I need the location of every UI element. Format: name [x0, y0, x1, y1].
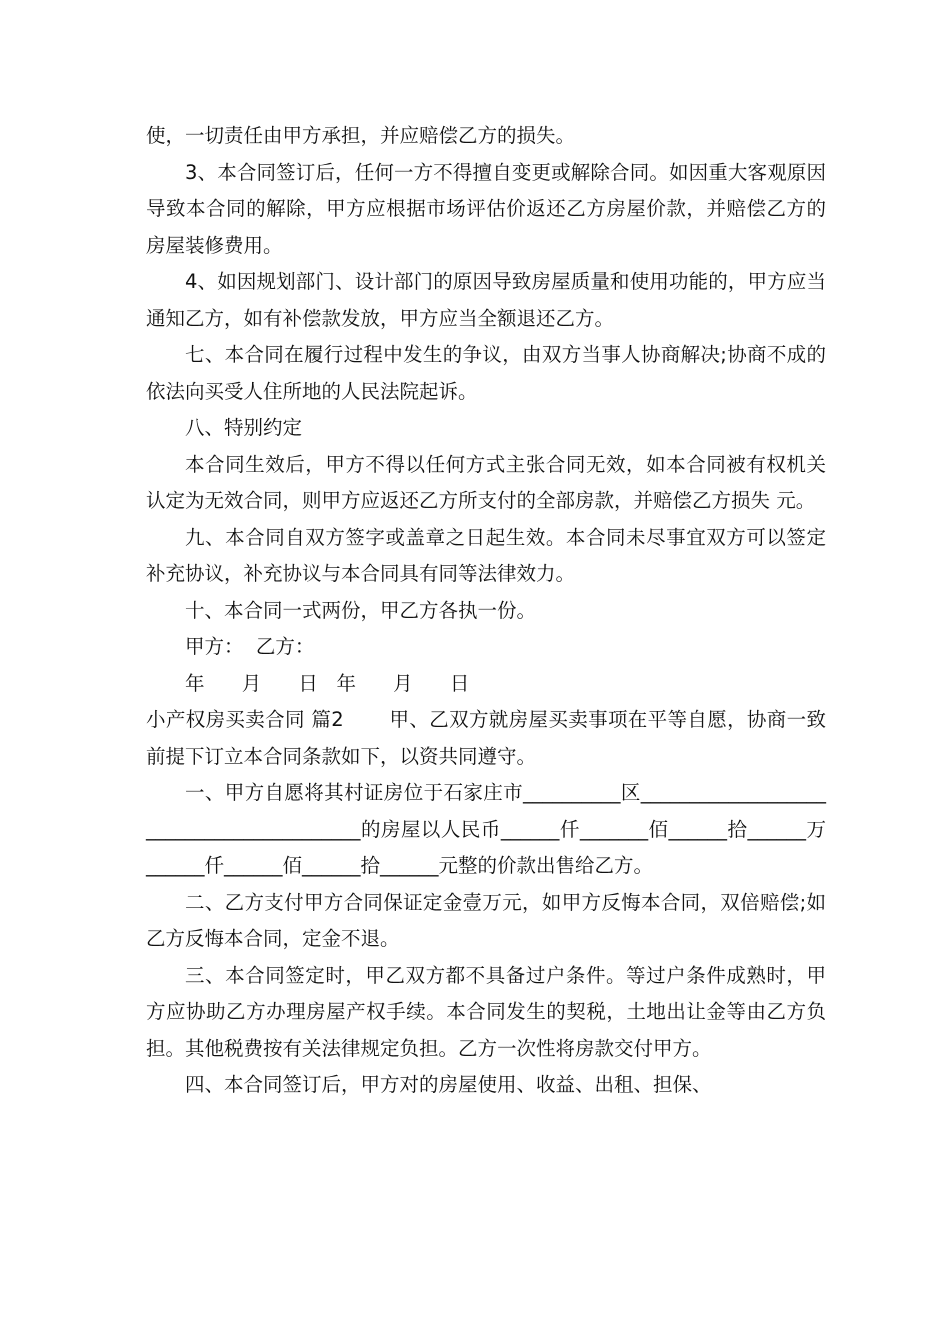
signature-date-line: 年 月 日 年 月 日: [185, 671, 470, 695]
paragraph-special-agreement: 本合同生效后，甲方不得以任何方式主张合同无效，如本合同被有权机关认定为无效合同，则甲方应返还乙方所支付的全部房款，并赔偿乙方损失 元。: [146, 452, 826, 512]
paragraph-contract-2-intro: 小产权房买卖合同 篇2 甲、乙双方就房屋买卖事项在平等自愿，协商一致前提下订立本合同条款如下，以资共同遵守。: [146, 708, 826, 768]
paragraph-clause-10: 十、本合同一式两份，甲乙方各执一份。: [185, 598, 537, 622]
paragraph-continuation: 使，一切责任由甲方承担，并应赔偿乙方的损失。: [146, 124, 576, 147]
paragraph-clause-9: 九、本合同自双方签字或盖章之日起生效。本合同未尽事宜双方可以签定补充协议，补充协议与本合同具有同等法律效力。: [146, 525, 826, 585]
paragraph-property-clause-1: 一、甲方自愿将其村证房位于石家庄市__________区_________________________________________的房屋以人民币______仟_______佰______拾______万______仟______佰______拾______元整的价款出售给乙方。: [146, 781, 826, 877]
paragraph-clause-7: 七、本合同在履行过程中发生的争议，由双方当事人协商解决;协商不成的依法向买受人住所地的人民法院起诉。: [146, 343, 826, 403]
paragraph-clause-4: 4、如因规划部门、设计部门的原因导致房屋质量和使用功能的，甲方应当通知乙方，如有补偿款发放，甲方应当全额退还乙方。: [146, 270, 826, 330]
paragraph-property-clause-3: 三、本合同签定时，甲乙双方都不具备过户条件。等过户条件成熟时，甲方应协助乙方办理房屋产权手续。本合同发生的契税，土地出让金等由乙方负担。其他税费按有关法律规定负担。乙方一次性将房款交付甲方。: [146, 963, 826, 1060]
paragraph-clause-3: 3、本合同签订后，任何一方不得擅自变更或解除合同。如因重大客观原因导致本合同的解除，甲方应根据市场评估价返还乙方房屋价款，并赔偿乙方的房屋装修费用。: [146, 160, 826, 257]
paragraph-property-clause-4: 四、本合同签订后，甲方对的房屋使用、收益、出租、担保、: [185, 1073, 712, 1096]
paragraph-property-clause-2: 二、乙方支付甲方合同保证定金壹万元，如甲方反悔本合同，双倍赔偿;如乙方反悔本合同，定金不退。: [146, 890, 826, 950]
document-page: [146, 118, 826, 1104]
paragraph-clause-8-heading: 八、特别约定: [185, 416, 303, 439]
signature-parties-line: 甲方： 乙方：: [185, 635, 315, 658]
